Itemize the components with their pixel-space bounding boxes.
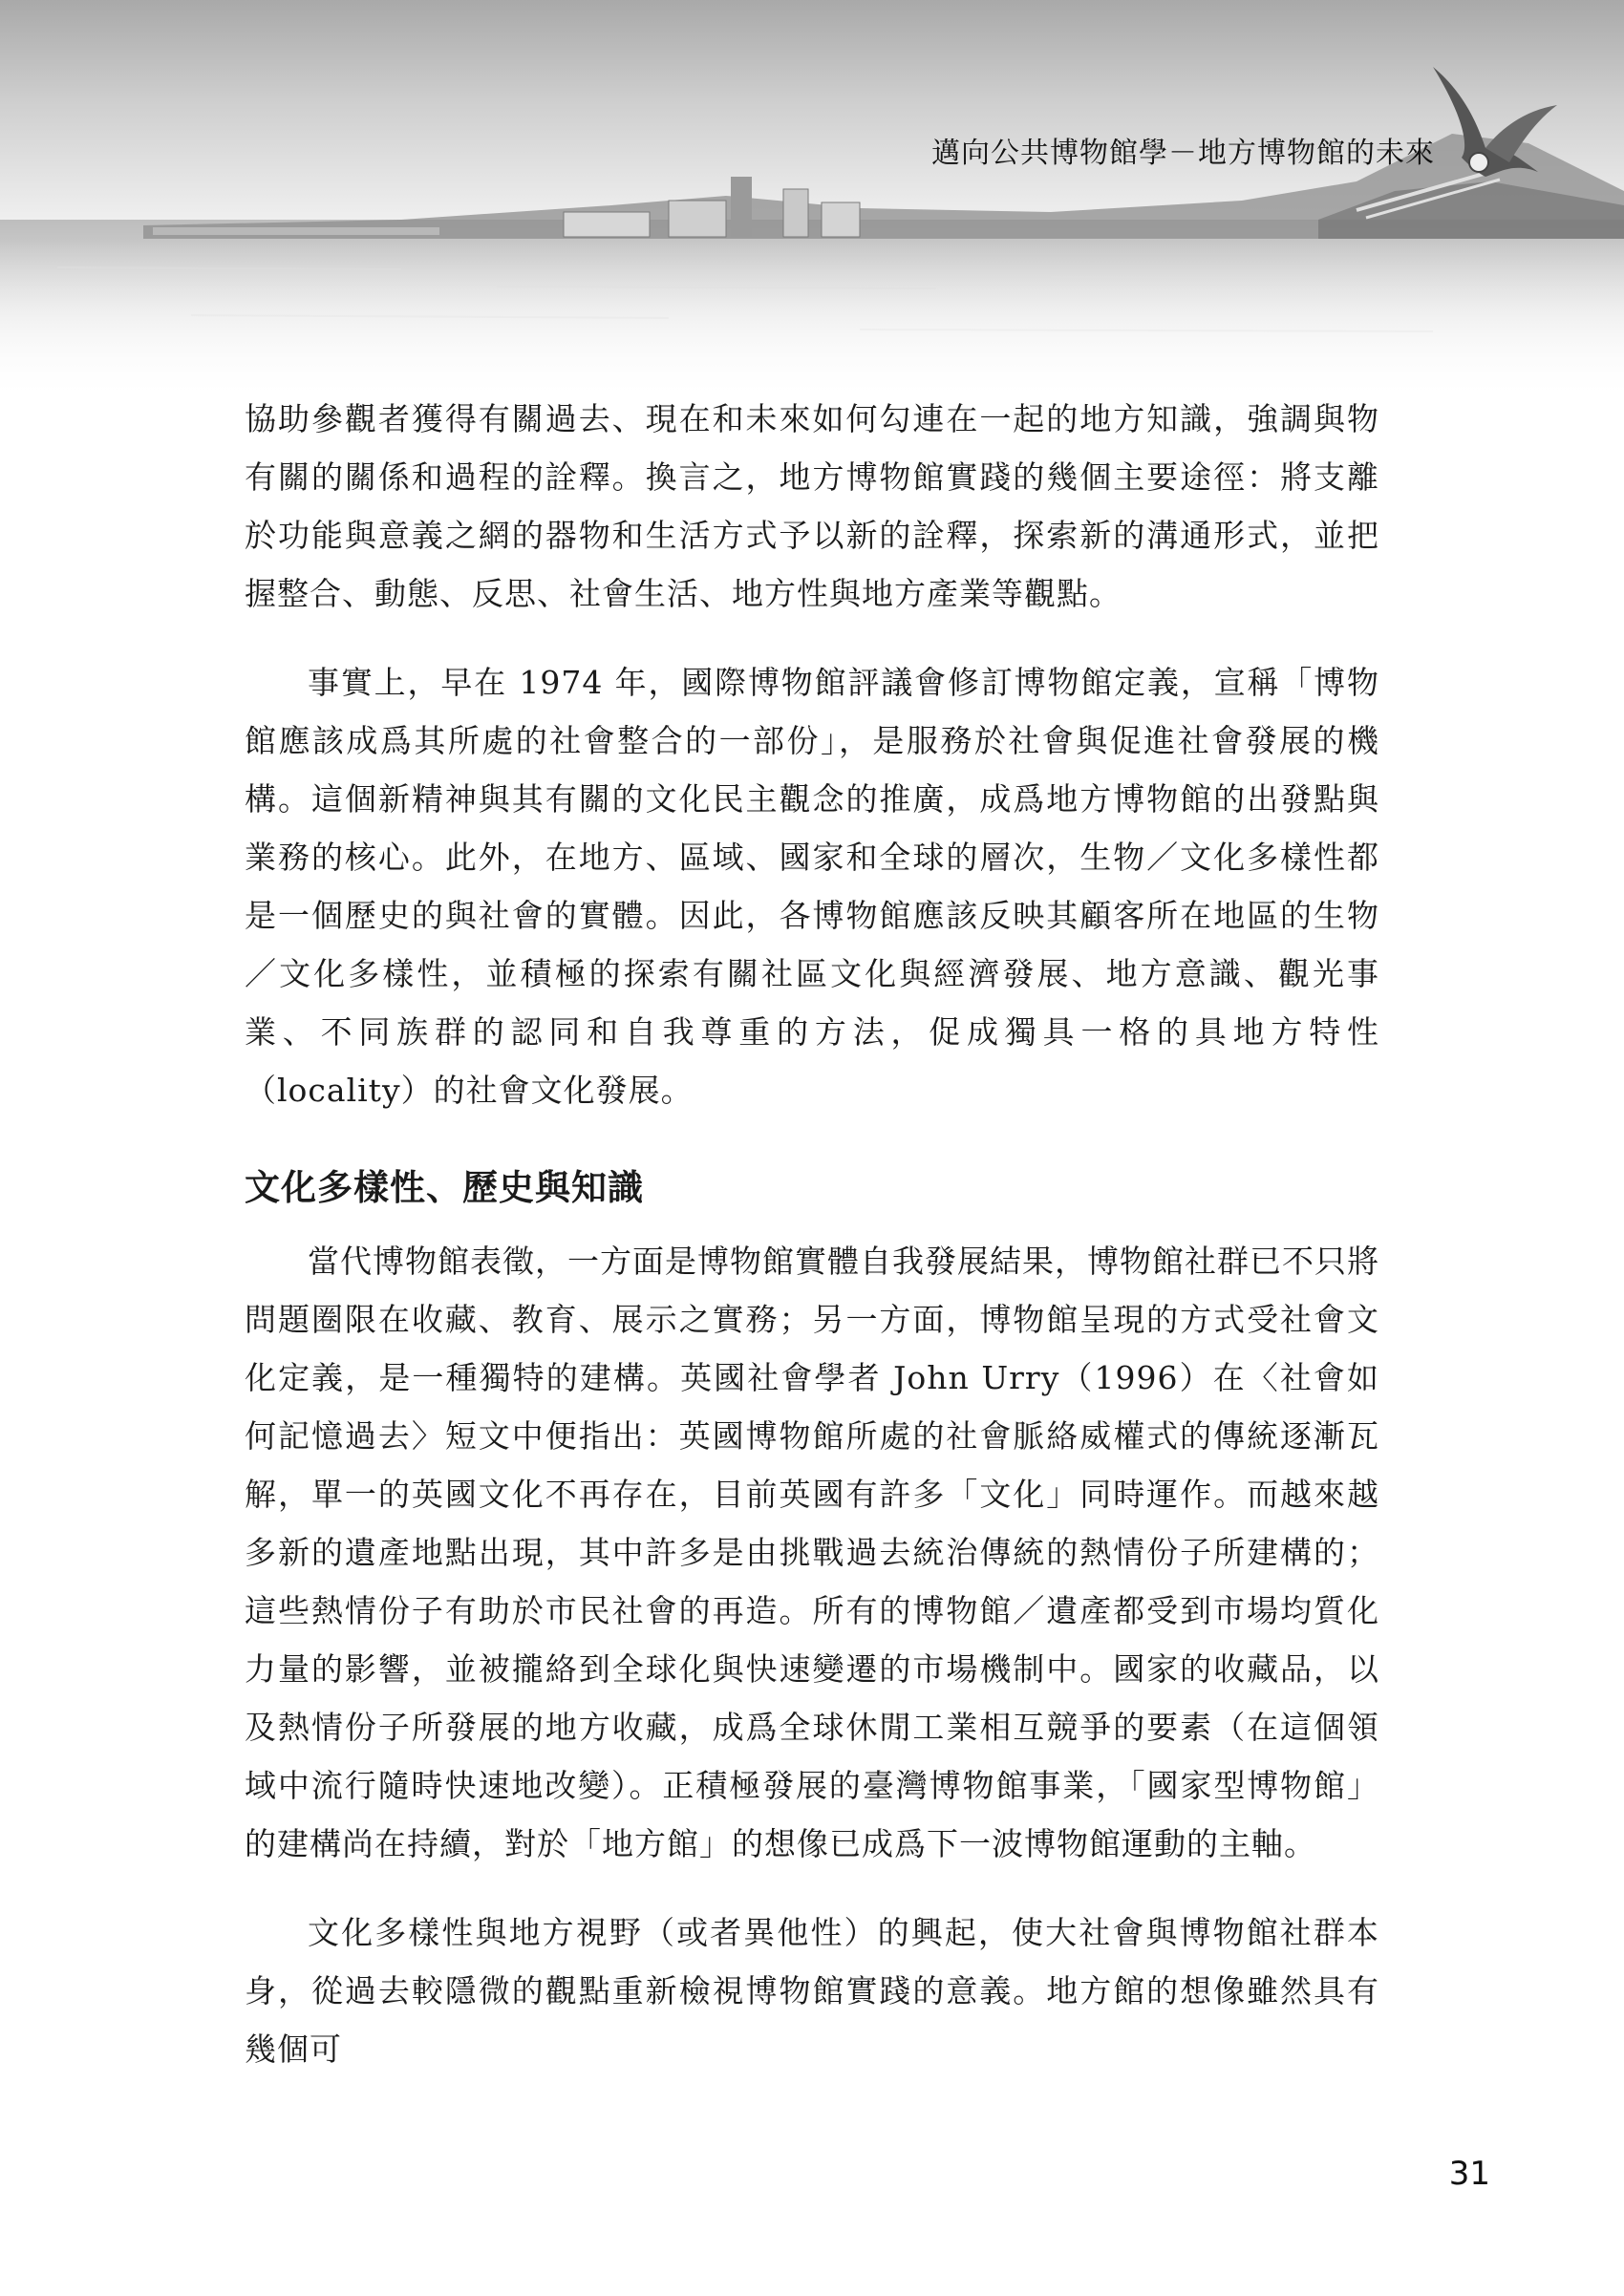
paragraph-section-2: 文化多樣性與地方視野（或者異他性）的興起，使大社會與博物館社群本身，從過去較隱微的觀點重新檢視博物館實踐的意義。地方館的想像雖然具有幾個可 [245,1914,1379,2068]
page-number: 31 [1448,2155,1490,2193]
running-header-title: 邁向公共博物館學－地方博物館的未來 [931,137,1435,170]
coastal-landscape-image [0,0,1624,401]
main-content [245,390,1379,2078]
paragraph-section-1: 當代博物館表徵，一方面是博物館實體自我發展結果，博物館社群已不只將問題圈限在收藏、教育、展示之實務；另一方面，博物館呈現的方式受社會文化定義，是一種獨特的建構。英國社會學者 John Urry（1996）在〈社會如何記憶過去〉短文中便指出：英國博物館所處的社會脈絡威權式的傳統逐漸瓦解，單一的英國文化不再存在，目前英國有許多「文化」同時運作。而越來越多新的遺產地點出現，其中許多是由挑戰過去統治傳統的熱情份子所建構的；這些熱情份子有助於市民社會的再造。所有的博物館／遺產都受到市場均質化力量的影響，並被攏絡到全球化與快速變遷的市場機制中。國家的收藏品，以及熱情份子所發展的地方收藏，成爲全球休閒工業相互競爭的要素（在這個領域中流行隨時快速地改變）。正積極發展的臺灣博物館事業，「國家型博物館」的建構尚在持續，對於「地方館」的想像已成爲下一波博物館運動的主軸。 [245,1243,1379,1862]
header-banner [0,0,1624,401]
section-heading: 文化多樣性、歷史與知識 [245,1166,644,1208]
paragraph-intro-2: 事實上，早在 1974 年，國際博物館評議會修訂博物館定義，宣稱「博物館應該成爲其所處的社會整合的一部份」，是服務於社會與促進社會發展的機構。這個新精神與其有關的文化民主觀念的推廣，成爲地方博物館的出發點與業務的核心。此外，在地方、區域、國家和全球的層次，生物／文化多樣性都是一個歷史的與社會的實體。因此，各博物館應該反映其顧客所在地區的生物／文化多樣性，並積極的探索有關社區文化與經濟發展、地方意識、觀光事業、不同族群的認同和自我尊重的方法，促成獨具一格的具地方特性（locality）的社會文化發展。 [245,664,1379,1109]
paragraph-intro-1: 協助參觀者獲得有關過去、現在和未來如何勾連在一起的地方知識，強調與物有關的關係和過程的詮釋。換言之，地方博物館實踐的幾個主要途徑：將支離於功能與意義之網的器物和生活方式予以新的詮釋，探索新的溝通形式，並把握整合、動態、反思、社會生活、地方性與地方產業等觀點。 [245,400,1379,612]
